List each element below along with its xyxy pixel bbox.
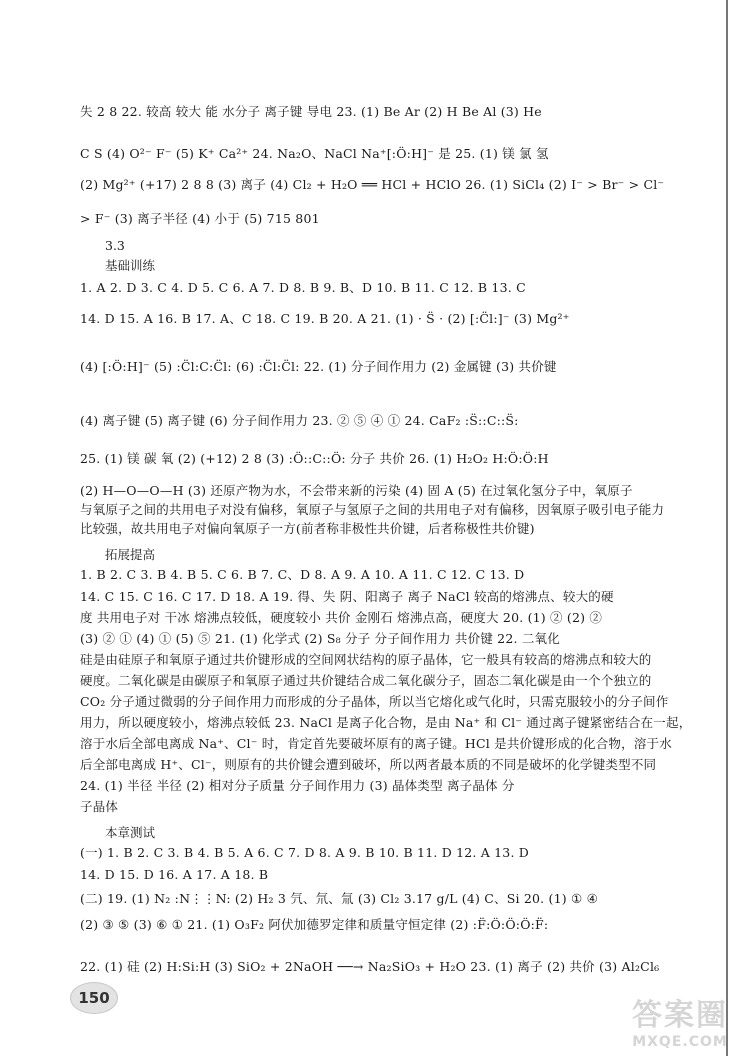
text-line-7: (4) [:Ö:H]⁻ (5) :C̈l:C:C̈l: (6) :C̈l:C̈l: 22. (1) 分子间作用力 (2) 金属键 (3) 共价键 <box>80 359 557 374</box>
text-line-25: (一) 1. B 2. C 3. B 4. B 5. A 6. C 7. D 8. A 9. B 10. B 11. D 12. A 13. D <box>80 845 530 860</box>
text-line-3: (2) Mg²⁺ (+17) 2 8 8 (3) 离子 (4) Cl₂ + H₂O ══ HCl + HClO 26. (1) SiCl₄ (2) I⁻ > Br⁻ > Cl⁻ <box>80 177 665 192</box>
text-line-9: 25. (1) 镁 碳 氧 (2) (+12) 2 8 (3) :Ö::C::Ö: 分子 共价 26. (1) H₂O₂ H:Ö:Ö:H <box>80 451 549 466</box>
text-line-5: 1. A 2. D 3. C 4. D 5. C 6. A 7. D 8. B 9. B、D 10. B 11. C 12. B 13. C <box>80 280 526 295</box>
text-line-14: 14. C 15. C 16. C 17. D 18. A 19. 得、失 阴、阳离子 离子 NaCl 较高的熔沸点、较大的硬 <box>80 589 614 604</box>
text-line-15: 度 共用电子对 干冰 熔沸点较低，硬度较小 共价 金刚石 熔沸点高，硬度大 20. (1) ② (2) ② <box>80 610 603 625</box>
text-line-17: 硅是由硅原子和氧原子通过共价键形成的空间网状结构的原子晶体，它一般具有较高的熔沸点和较大的 <box>80 652 652 667</box>
text-line-22: 后全部电离成 H⁺、Cl⁻，则原有的共价键会遭到破坏，所以两者最本质的不同是破坏的化学键类型不同 <box>80 757 657 772</box>
text-line-12: 比较强，故共用电子对偏向氧原子一方(前者称非极性共价键，后者称极性共价键) <box>80 521 535 536</box>
text-line-18: 硬度。二氧化碳是由碳原子和氧原子通过共价键结合成二氧化碳分子，固态二氧化碳是由一个个独立的 <box>80 673 652 688</box>
text-line-4: > F⁻ (3) 离子半径 (4) 小于 (5) 715 801 <box>80 211 320 226</box>
text-line-2: C S (4) O²⁻ F⁻ (5) K⁺ Ca²⁺ 24. Na₂O、NaCl Na⁺[:Ö:H]⁻ 是 25. (1) 镁 氯 氢 <box>80 146 549 161</box>
text-line-19: CO₂ 分子通过微弱的分子间作用力而形成的分子晶体，所以当它熔化或气化时，只需克服较小的分子间作 <box>80 694 669 709</box>
section-test-heading: 本章测试 <box>105 825 156 840</box>
section-number: 3.3 <box>105 238 125 253</box>
section-basic-heading: 基础训练 <box>105 258 156 273</box>
text-line-6: 14. D 15. A 16. B 17. A、C 18. C 19. B 20. A 21. (1) · S̈ · (2) [:C̈l:]⁻ (3) Mg²⁺ <box>80 311 570 326</box>
watermark <box>616 990 744 1052</box>
text-line-29: 22. (1) 硅 (2) H:Si:H (3) SiO₂ + 2NaOH ──→ Na₂SiO₃ + H₂O 23. (1) 离子 (2) 共价 (3) Al₂Cl₆ <box>80 959 660 974</box>
watermark-logo: 答案圈 <box>632 998 728 1033</box>
section-extension-heading: 拓展提高 <box>105 547 156 562</box>
text-line-27: (二) 19. (1) N₂ :N⋮⋮N: (2) H₂ 3 氕、氘、氚 (3) Cl₂ 3.17 g/L (4) C、Si 20. (1) ① ④ <box>80 891 598 906</box>
watermark-url: MXQE.COM <box>632 1034 728 1050</box>
text-line-11: 与氧原子之间的共用电子对没有偏移，氧原子与氢原子之间的共用电子对有偏移，因氧原子吸引电子能力 <box>80 502 665 517</box>
text-line-8: (4) 离子键 (5) 离子键 (6) 分子间作用力 23. ② ⑤ ④ ① 24. CaF₂ :S̈::C::S̈: <box>80 413 519 428</box>
text-line-20: 用力，所以硬度较小，熔沸点较低 23. NaCl 是离子化合物，是由 Na⁺ 和 Cl⁻ 通过离子键紧密结合在一起， <box>80 715 692 730</box>
text-line-24: 子晶体 <box>80 799 119 814</box>
text-line-26: 14. D 15. D 16. A 17. A 18. B <box>80 867 269 882</box>
text-line-28: (2) ③ ⑤ (3) ⑥ ① 21. (1) O₃F₂ 阿伏加德罗定律和质量守恒定律 (2) :F̈:Ö:Ö:Ö:F̈: <box>80 917 549 932</box>
page-edge-shadow <box>726 0 728 1056</box>
text-line-23: 24. (1) 半径 半径 (2) 相对分子质量 分子间作用力 (3) 晶体类型 离子晶体 分 <box>80 778 515 793</box>
text-line-21: 溶于水后全部电离成 Na⁺、Cl⁻ 时，肯定首先要破坏原有的离子键。HCl 是共价键形成的化合物，溶于水 <box>80 736 672 751</box>
text-line-16: (3) ② ① (4) ① (5) ⑤ 21. (1) 化学式 (2) S₈ 分子 分子间作用力 共价键 22. 二氧化 <box>80 631 560 646</box>
page-number-badge: 150 <box>70 982 118 1014</box>
text-line-1: 失 2 8 22. 较高 较大 能 水分子 离子键 导电 23. (1) Be Ar (2) H Be Al (3) He <box>80 104 542 119</box>
text-line-13: 1. B 2. C 3. B 4. B 5. C 6. B 7. C、D 8. A 9. A 10. A 11. C 12. C 13. D <box>80 567 525 582</box>
text-line-10: (2) H—O—O—H (3) 还原产物为水，不会带来新的污染 (4) 固 A (5) 在过氧化氢分子中，氧原子 <box>80 483 633 498</box>
